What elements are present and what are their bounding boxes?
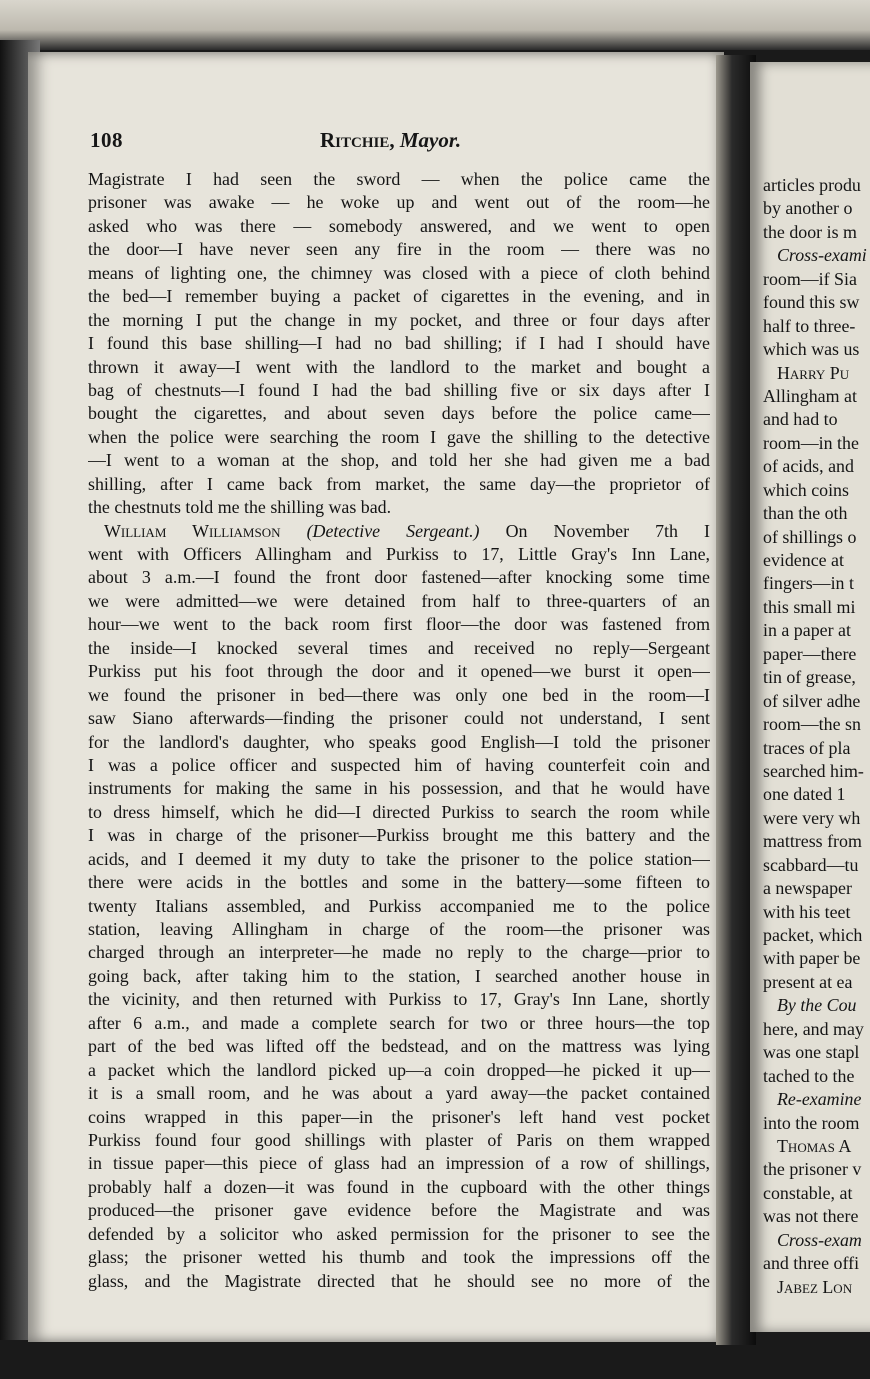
text-line: after 6 a.m., and made a complete search for two or three hours—the top [88,1012,710,1033]
right-text-line: was one stapl [763,1042,860,1063]
text-line: we were admitted—we were detained from half to three-quarters of an [88,590,710,611]
running-title-role: Mayor. [399,128,462,152]
witness-role: (Detective Sergeant.) [306,520,480,541]
text-line: glass, and the Magistrate directed that he should see no more of the [88,1270,710,1291]
right-text-line: and had to [763,409,838,430]
right-text-line: with paper be [763,948,861,969]
text-line: produced—the prisoner gave evidence before the Magistrate and was [88,1200,710,1221]
text-line: the bed—I remember buying a packet of cigarettes in the evening, and in [88,286,710,307]
running-title [320,128,461,153]
text-line: went with Officers Allingham and Purkiss to 17, Little Gray's Inn Lane, [88,544,710,564]
right-text-line: here, and may [763,1018,864,1039]
text-line: bought the cigarettes, and about seven days before the police came— [88,403,710,424]
right-text-line: in a paper at [763,620,851,641]
right-text-line: mattress from [763,831,862,852]
right-text-line: By the Cou [777,995,857,1016]
right-text-line: Harry Pu [777,362,850,383]
right-page-text [763,174,870,1299]
right-text-line: room—the sn [763,714,861,735]
text-line: charged through an interpreter—he made no reply to the charge—prior to [88,942,710,963]
right-text-line: present at ea [763,971,853,992]
right-text-line: with his teet [763,901,851,922]
right-text-line: Cross-exam [777,1229,862,1250]
text-line: the chestnuts told me the shilling was bad. [88,497,392,518]
right-text-line: and three offi [763,1253,860,1274]
text-line: defended by a solicitor who asked permission for the prisoner to see the [88,1223,710,1244]
text-line: about 3 a.m.—I found the front door fastened—after knocking some time [88,567,710,588]
right-text-line: half to three- [763,315,856,336]
right-text-line: room—in the [763,432,859,453]
right-text-line: paper—there [763,643,857,664]
text-line: there were acids in the bottles and some in the battery—some fifteen to [88,872,710,893]
right-text-line: Jabez Lon [777,1276,853,1297]
text-line: when the police were searching the room I gave the shilling to the detective [88,426,710,447]
right-text-line: room—if Sia [763,268,857,289]
right-text-line: the door is m [763,221,857,242]
running-title-name: Ritchie, [320,128,395,152]
witness-name: William Williamson [104,520,281,541]
right-text-line: than the oth [763,503,848,524]
right-text-line: Cross-exami [777,245,867,266]
text-line: means of lighting one, the chimney was closed with a piece of cloth behind [88,262,710,283]
right-text-line: by another o [763,198,853,219]
text-line: coins wrapped in this paper—in the prisoner's left hand vest pocket [88,1106,710,1127]
text-line: acids, and I deemed it my duty to take the prisoner to the police station— [88,848,710,869]
right-text-line: of silver adhe [763,690,861,711]
text-line: a packet which the landlord picked up—a coin dropped—he picked it up— [88,1059,710,1080]
text-line: —I went to a woman at the shop, and told her she had given me a bad [88,450,710,471]
right-text-line: which was us [763,339,860,360]
right-text-line: tin of grease, [763,667,856,688]
right-text-line: of acids, and [763,456,854,477]
right-text-line: fingers—in t [763,573,854,594]
text-line: instruments for making the same in his possession, and that he would have [88,778,710,799]
text-line: the morning I put the change in my pocket, and three or four days after [88,309,710,330]
text-line: to dress himself, which he did—I directed Purkiss to search the room while [88,801,710,822]
text-line: we found the prisoner in bed—there was only one bed in the room—I [88,684,710,705]
right-text-line: evidence at [763,550,844,570]
right-text-line: packet, which [763,925,863,945]
text-line: the door—I have never seen any fire in the room — there was no [88,239,710,260]
text-line: in tissue paper—this piece of glass had an impression of a row of shillings, [88,1153,710,1174]
text-line: part of the bed was lifted off the bedstead, and on the mattress was lying [88,1036,710,1057]
text-line: saw Siano afterwards—finding the prisoner could not understand, I sent [88,708,710,729]
right-text-line: constable, at [763,1182,853,1203]
right-text-line: Allingham at [763,385,857,406]
text-line: shilling, after I came back from market, the same day—the proprietor of [88,473,710,494]
witness-heading-line [88,520,710,543]
text-line: Purkiss found four good shillings with plaster of Paris on them wrapped [88,1129,710,1150]
text-line: prisoner was awake — he woke up and went out of the room—he [88,192,710,213]
right-text-line: one dated 1 [763,784,846,805]
text-line: twenty Italians assembled, and Purkiss accompanied me to the police [88,895,710,916]
text-line: Purkiss put his foot through the door and it opened—we burst it open— [88,661,710,682]
text-line: hour—we went to the back room first floor—the door was fastened from [88,614,710,635]
text-line: I found this base shilling—I had no bad shilling; if I had I should have [88,333,710,354]
left-page-text [88,168,710,1293]
right-text-line: a newspaper [763,878,852,899]
right-text-line: this small mi [763,596,856,617]
text-line: I was in charge of the prisoner—Purkiss brought me this battery and the [88,825,710,846]
right-text-line: articles produ [763,175,861,195]
right-text-line: was not there [763,1206,859,1227]
text-line: station, leaving Allingham in charge of the room—the prisoner was [88,919,710,939]
text-line: bag of chestnuts—I found I had the bad shilling five or six days after I [88,379,710,400]
text-line: thrown it away—I went with the landlord to the market and bought a [88,356,710,377]
text-line: asked who was there — somebody answered, and we went to open [88,215,710,236]
right-text-line: found this sw [763,292,860,313]
scan-top-edge [0,0,870,50]
right-text-line: the prisoner v [763,1159,862,1180]
right-text-line: Thomas A [777,1135,852,1156]
right-text-line: searched him- [763,760,864,781]
text-line: Magistrate I had seen the sword — when the police came the [88,169,710,189]
right-text-line: tached to the [763,1065,855,1086]
text-line: glass; the prisoner wetted his thumb and took the impressions off the [88,1247,710,1268]
text-line: it is a small room, and he was about a yard away—the packet contained [88,1083,710,1104]
witness-line-text: On November 7th I [505,520,710,541]
page-number: 108 [90,128,123,152]
right-text-line: scabbard—tu [763,854,859,875]
page-header [90,128,710,158]
text-line: I was a police officer and suspected him of having counterfeit coin and [88,754,710,775]
right-text-line: into the room [763,1112,860,1133]
right-text-line: of shillings o [763,526,857,547]
text-line: for the landlord's daughter, who speaks good English—I told the prisoner [88,731,710,752]
text-line: going back, after taking him to the station, I searched another house in [88,965,710,986]
right-page [750,62,870,1332]
right-text-line: Re-examine [777,1089,862,1110]
text-line: probably half a dozen—it was found in the cupboard with the other things [88,1176,710,1197]
right-text-line: were very wh [763,807,861,828]
text-line: the inside—I knocked several times and received no reply—Sergeant [88,637,710,658]
right-text-line: which coins [763,479,849,500]
right-text-line: traces of pla [763,737,851,758]
text-line: the vicinity, and then returned with Purkiss to 17, Gray's Inn Lane, shortly [88,989,710,1010]
